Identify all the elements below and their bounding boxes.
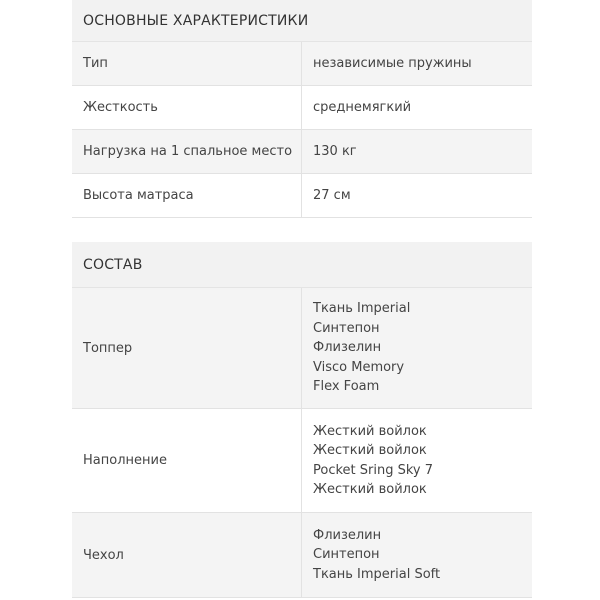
composition-values (302, 288, 532, 408)
composition-value: Жесткий войлок (313, 443, 427, 458)
composition-label: Наполнение (72, 409, 302, 512)
composition-values (302, 513, 532, 597)
composition-value: Жесткий войлок (313, 482, 427, 497)
product-specs (72, 0, 532, 598)
composition-row-cover (72, 513, 532, 598)
main-characteristics-section (72, 0, 532, 218)
spec-label: Тип (72, 42, 302, 85)
composition-value: Ткань Imperial (313, 301, 411, 317)
composition-label: Топпер (72, 288, 302, 408)
spec-value: независимые пружины (313, 56, 472, 71)
spec-row-load (72, 130, 532, 174)
spec-row-height (72, 174, 532, 218)
spec-label: Высота матраса (72, 174, 302, 217)
composition-value: Флизелин (313, 340, 382, 356)
composition-title: СОСТАВ (72, 242, 532, 288)
spec-row-firmness (72, 86, 532, 130)
composition-row-filling (72, 409, 532, 513)
composition-label: Чехол (72, 513, 302, 597)
composition-value: Ткань Imperial Soft (313, 566, 441, 582)
composition-section (72, 242, 532, 598)
composition-value: Visco Memory (313, 359, 405, 375)
composition-value: Flex Foam (313, 379, 380, 395)
spec-label: Жесткость (72, 86, 302, 129)
composition-value: Синтепон (313, 547, 380, 563)
spec-row-type (72, 42, 532, 86)
composition-value: Жесткий войлок (313, 423, 427, 439)
composition-values (302, 409, 532, 512)
spec-label: Нагрузка на 1 спальное место (72, 130, 302, 173)
spec-value: 27 см (313, 188, 351, 203)
section-spacer (72, 218, 532, 242)
spec-value: 130 кг (313, 144, 357, 159)
composition-value: Pocket Sring Sky 7 (313, 462, 434, 478)
main-characteristics-title: ОСНОВНЫЕ ХАРАКТЕРИСТИКИ (72, 0, 532, 42)
spec-value: среднемягкий (313, 100, 412, 115)
composition-value: Синтепон (313, 320, 380, 336)
composition-row-topper (72, 288, 532, 409)
composition-value: Флизелин (313, 527, 382, 543)
